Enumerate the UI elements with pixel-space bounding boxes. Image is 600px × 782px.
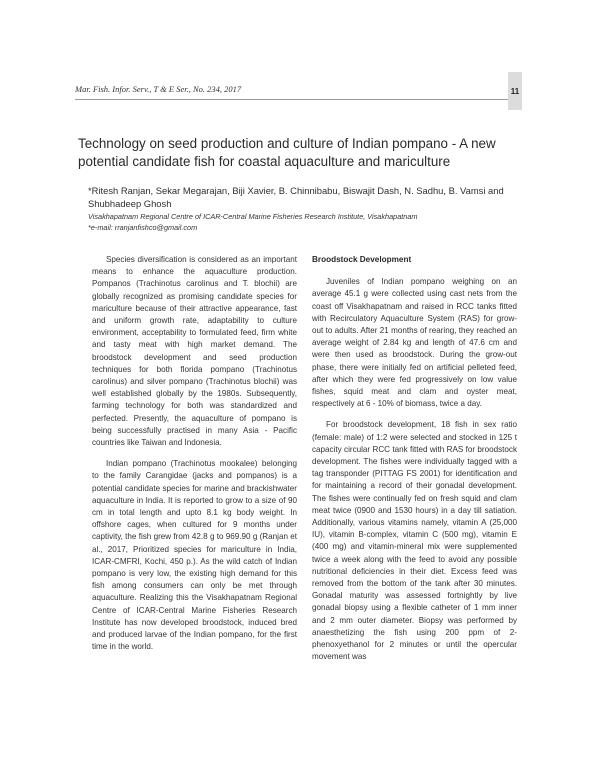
right-column: [312, 254, 517, 673]
author-list: *Ritesh Ranjan, Sekar Megarajan, Biji Xavier, B. Chinnibabu, Biswajit Dash, N. Sadhu, B. Vamsi and Shubhadeep Ghosh: [88, 185, 504, 209]
journal-header: Mar. Fish. Infor. Serv., T & E Ser., No. 234, 2017: [75, 84, 242, 94]
header-divider: [75, 99, 508, 100]
affiliation: Visakhapatnam Regional Centre of ICAR-Central Marine Fisheries Research Institute, Visakhapatnam: [88, 212, 418, 221]
page-number: 11: [508, 72, 522, 110]
intro-paragraph-1: Species diversification is considered as an important means to enhance the aquaculture production. Pompanos (Trachinotus carolinus and T. blochii) are globally recognized as promising candidate species for mariculture because of their attractive appearance, fast and uniform growth rate, adaptability to culture environment, acceptability to formulated feed, firm white and tasty meat with high market demand. The broodstock development and seed production techniques for both florida pompano (Trachinotus carolinus) and silver pompano (Trachinotus blochii) was well established globally by the 1980s. Subsequently, farming technology for both was standardized and perfected. Presently, the aquaculture of pompano is being successfully practised in many Asia - Pacific countries like Taiwan and Indonesia.: [92, 255, 297, 448]
intro-paragraph-2: Indian pompano (Trachinotus mookalee) belonging to the family Carangidae (jacks and pompanos) is a potential candidate species for marine and brackishwater aquaculture in India. It is reported to grow to a size of 90 cm in total length and upto 8.1 kg body weight. In offshore cages, when cultured for 9 months under captivity, the fish grew from 42.8 g to 969.90 g (Ranjan et al., 2017, Prioritized species for mariculture in India, ICAR-CMFRI, Kochi, 450 p.). As the wild catch of Indian pompano is very low, the existing high demand for this fish among consumers can only be met through aquaculture. Realizing this the Visakhapatnam Regional Centre of ICAR-Central Marine Fisheries Research Institute has now developed broodstock, induced bred and produced larvae of the Indian pompano, for the first time in the world.: [92, 459, 297, 652]
left-column: [92, 254, 297, 663]
article-title: Technology on seed production and culture of Indian pompano - A new potential candidate fish for coastal aquaculture and mariculture: [78, 136, 496, 169]
corresponding-email: *e-mail: rranjanfishco@gmail.com: [88, 223, 198, 232]
section-heading-broodstock: Broodstock Development: [312, 255, 412, 264]
broodstock-paragraph-1: Juveniles of Indian pompano weighing on an average 45.1 g were collected using cast nets from the coast off Visakhapatnam and raised in RCC tanks fitted with Recirculatory Aquaculture System (RAS) for grow-out to adults. After 21 months of rearing, they reached an average weight of 2.84 kg and length of 47.6 cm and were then used as broodstock. During the grow-out phase, there were initially fed on artificial pelleted feed, after which they were fed progressively on low value fishes, squid meat and clam and oyster meat, respectively at 6 - 10% of biomass, twice a day.: [312, 277, 517, 409]
broodstock-paragraph-2: For broodstock development, 18 fish in sex ratio (female: male) of 1:2 were selected and stocked in 125 t capacity circular RCC tank fitted with RAS for broodstock development. The fishes were individually tagged with a tag transponder (PITTAG FS 2001) for identification and for maintaining a record of their gonadal development. The fishes were continually fed on fresh squid and clam meat twice (0900 and 1530 hours) in a day till satiation. Additionally, various vitamins namely, vitamin A (25,000 IU), vitamin B-complex, vitamin C (500 mg), vitamin E (400 mg) and vitamin-mineral mix were supplemented twice a week along with the feed to avoid any possible nutritional deficiencies in their diet. Excess feed was removed from the bottom of the tank after 30 minutes. Gonadal maturity was assessed fortnightly by live gonadal biopsy using a flexible catheter of 1 mm inner and 2 mm outer diameter. Biopsy was performed by anaesthetizing the fish using 200 ppm of 2-phenoxyethanol for 2 minutes or until the opercular movement was: [312, 420, 517, 662]
